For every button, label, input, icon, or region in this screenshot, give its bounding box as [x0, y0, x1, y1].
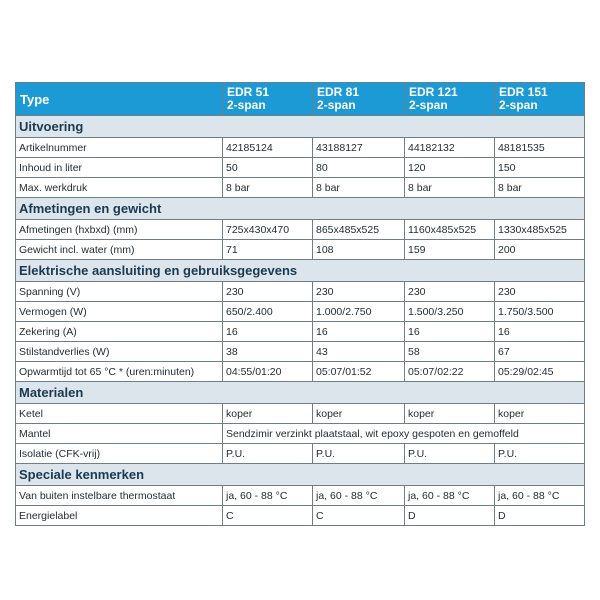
cell: C — [313, 506, 405, 526]
table-row — [16, 322, 585, 342]
cell: 38 — [223, 342, 313, 362]
table-row — [16, 342, 585, 362]
table-row — [16, 444, 585, 464]
header-model: EDR 81 2-span — [313, 83, 405, 116]
cell: 71 — [223, 240, 313, 260]
row-label: Max. werkdruk — [16, 178, 223, 198]
section-materialen: Materialen — [16, 382, 585, 404]
cell: 150 — [495, 158, 585, 178]
cell: 43 — [313, 342, 405, 362]
cell: 67 — [495, 342, 585, 362]
cell: 865x485x525 — [313, 220, 405, 240]
cell: P.U. — [223, 444, 313, 464]
cell: P.U. — [405, 444, 495, 464]
cell: 1.750/3.500 — [495, 302, 585, 322]
header-model: EDR 121 2-span — [405, 83, 495, 116]
cell: ja, 60 - 88 °C — [223, 486, 313, 506]
cell: 05:07/02:22 — [405, 362, 495, 382]
cell: 1160x485x525 — [405, 220, 495, 240]
cell: 725x430x470 — [223, 220, 313, 240]
cell: 16 — [223, 322, 313, 342]
row-label: Van buiten instelbare thermostaat — [16, 486, 223, 506]
row-label: Spanning (V) — [16, 282, 223, 302]
cell: koper — [313, 404, 405, 424]
cell: 16 — [405, 322, 495, 342]
table-row — [16, 486, 585, 506]
cell: 16 — [495, 322, 585, 342]
cell: ja, 60 - 88 °C — [313, 486, 405, 506]
cell: 1330x485x525 — [495, 220, 585, 240]
cell: 05:07/01:52 — [313, 362, 405, 382]
cell: 120 — [405, 158, 495, 178]
cell: D — [405, 506, 495, 526]
section-afmetingen: Afmetingen en gewicht — [16, 198, 585, 220]
cell: 50 — [223, 158, 313, 178]
cell: 1.000/2.750 — [313, 302, 405, 322]
cell: 16 — [313, 322, 405, 342]
row-label: Stilstandverlies (W) — [16, 342, 223, 362]
row-label: Energielabel — [16, 506, 223, 526]
cell: 1.500/3.250 — [405, 302, 495, 322]
table-row — [16, 138, 585, 158]
cell-merged: Sendzimir verzinkt plaatstaal, wit epoxy gespoten en gemoffeld — [223, 424, 585, 444]
cell: koper — [223, 404, 313, 424]
table-row — [16, 158, 585, 178]
table-row — [16, 404, 585, 424]
cell: 04:55/01:20 — [223, 362, 313, 382]
header-model: EDR 151 2-span — [495, 83, 585, 116]
row-label: Inhoud in liter — [16, 158, 223, 178]
row-label: Zekering (A) — [16, 322, 223, 342]
row-label: Mantel — [16, 424, 223, 444]
cell: 43188127 — [313, 138, 405, 158]
cell: 8 bar — [313, 178, 405, 198]
cell: D — [495, 506, 585, 526]
row-label: Vermogen (W) — [16, 302, 223, 322]
cell: 108 — [313, 240, 405, 260]
section-elektrisch: Elektrische aansluiting en gebruiksgegevens — [16, 260, 585, 282]
section-kenmerken: Speciale kenmerken — [16, 464, 585, 486]
cell: 80 — [313, 158, 405, 178]
table-row — [16, 302, 585, 322]
row-label: Artikelnummer — [16, 138, 223, 158]
cell: 42185124 — [223, 138, 313, 158]
cell: 44182132 — [405, 138, 495, 158]
section-uitvoering: Uitvoering — [16, 116, 585, 138]
cell: 230 — [495, 282, 585, 302]
table-row — [16, 282, 585, 302]
cell: 8 bar — [405, 178, 495, 198]
cell: 58 — [405, 342, 495, 362]
table-row — [16, 178, 585, 198]
cell: ja, 60 - 88 °C — [495, 486, 585, 506]
cell: 230 — [223, 282, 313, 302]
row-label: Ketel — [16, 404, 223, 424]
cell: 48181535 — [495, 138, 585, 158]
spec-table — [15, 82, 585, 526]
cell: koper — [495, 404, 585, 424]
row-label: Gewicht incl. water (mm) — [16, 240, 223, 260]
cell: 05:29/02:45 — [495, 362, 585, 382]
table-row — [16, 220, 585, 240]
cell: P.U. — [495, 444, 585, 464]
row-label: Afmetingen (hxbxd) (mm) — [16, 220, 223, 240]
header-model: EDR 51 2-span — [223, 83, 313, 116]
table-row — [16, 240, 585, 260]
cell: 230 — [405, 282, 495, 302]
header-type: Type — [16, 83, 223, 116]
table-row — [16, 424, 585, 444]
table-row — [16, 362, 585, 382]
cell: C — [223, 506, 313, 526]
cell: 8 bar — [495, 178, 585, 198]
cell: 200 — [495, 240, 585, 260]
row-label: Isolatie (CFK-vrij) — [16, 444, 223, 464]
cell: 8 bar — [223, 178, 313, 198]
row-label: Opwarmtijd tot 65 °C * (uren:minuten) — [16, 362, 223, 382]
header-row — [16, 83, 585, 116]
cell: P.U. — [313, 444, 405, 464]
cell: koper — [405, 404, 495, 424]
cell: 159 — [405, 240, 495, 260]
cell: ja, 60 - 88 °C — [405, 486, 495, 506]
table-row — [16, 506, 585, 526]
cell: 230 — [313, 282, 405, 302]
cell: 650/2.400 — [223, 302, 313, 322]
